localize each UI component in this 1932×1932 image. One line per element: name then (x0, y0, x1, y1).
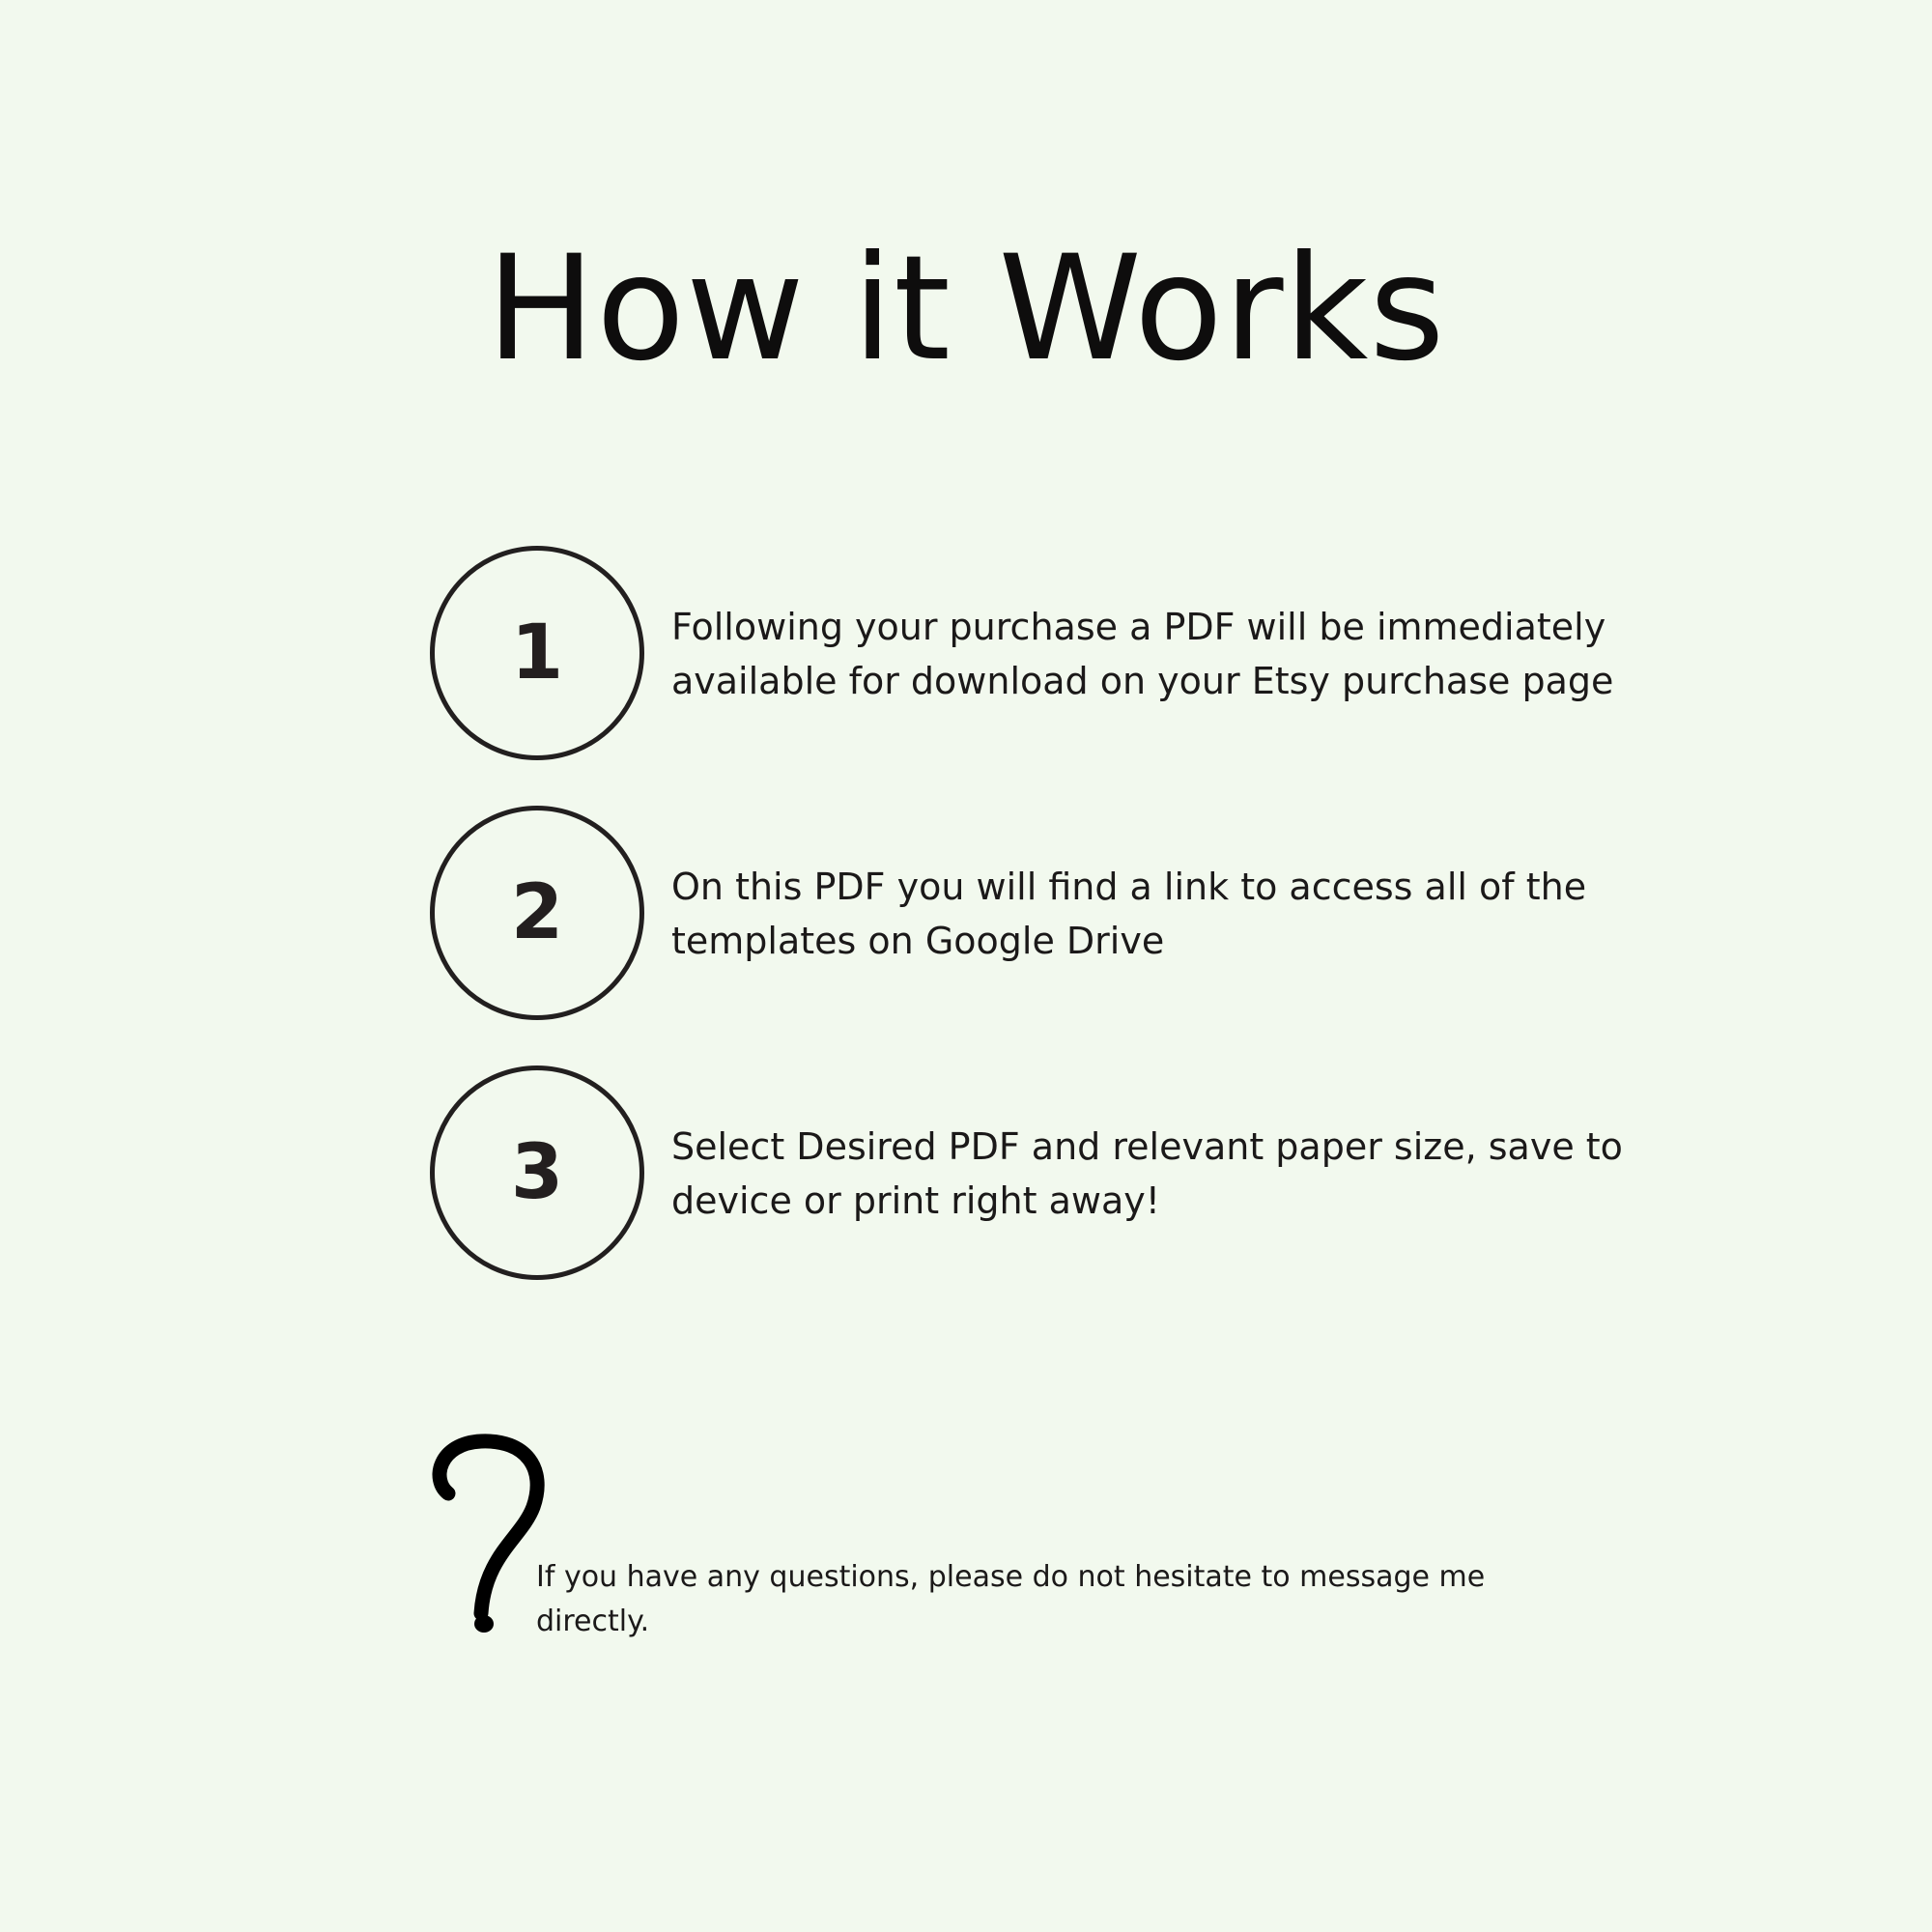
step-number: 3 (510, 1129, 564, 1216)
help-note (425, 1430, 1584, 1642)
step-number-circle (430, 546, 644, 760)
step-number-circle (430, 1065, 644, 1280)
step-item (430, 1065, 1705, 1280)
step-item (430, 546, 1705, 760)
question-mark-icon (425, 1430, 551, 1642)
step-description: Select Desired PDF and relevant paper size, save to device or print right away! (671, 1125, 1623, 1222)
step-number-circle (430, 806, 644, 1020)
step-number: 1 (510, 610, 564, 696)
step-description: Following your purchase a PDF will be immediately available for download on your Etsy purchase page (671, 606, 1614, 702)
step-number: 2 (510, 869, 564, 956)
step-item (430, 806, 1705, 1020)
help-text: If you have any questions, please do not hesitate to message me directly. (536, 1560, 1486, 1638)
page-title: How it Works (486, 225, 1446, 393)
step-description: On this PDF you will find a link to access all of the templates on Google Drive (671, 866, 1587, 962)
